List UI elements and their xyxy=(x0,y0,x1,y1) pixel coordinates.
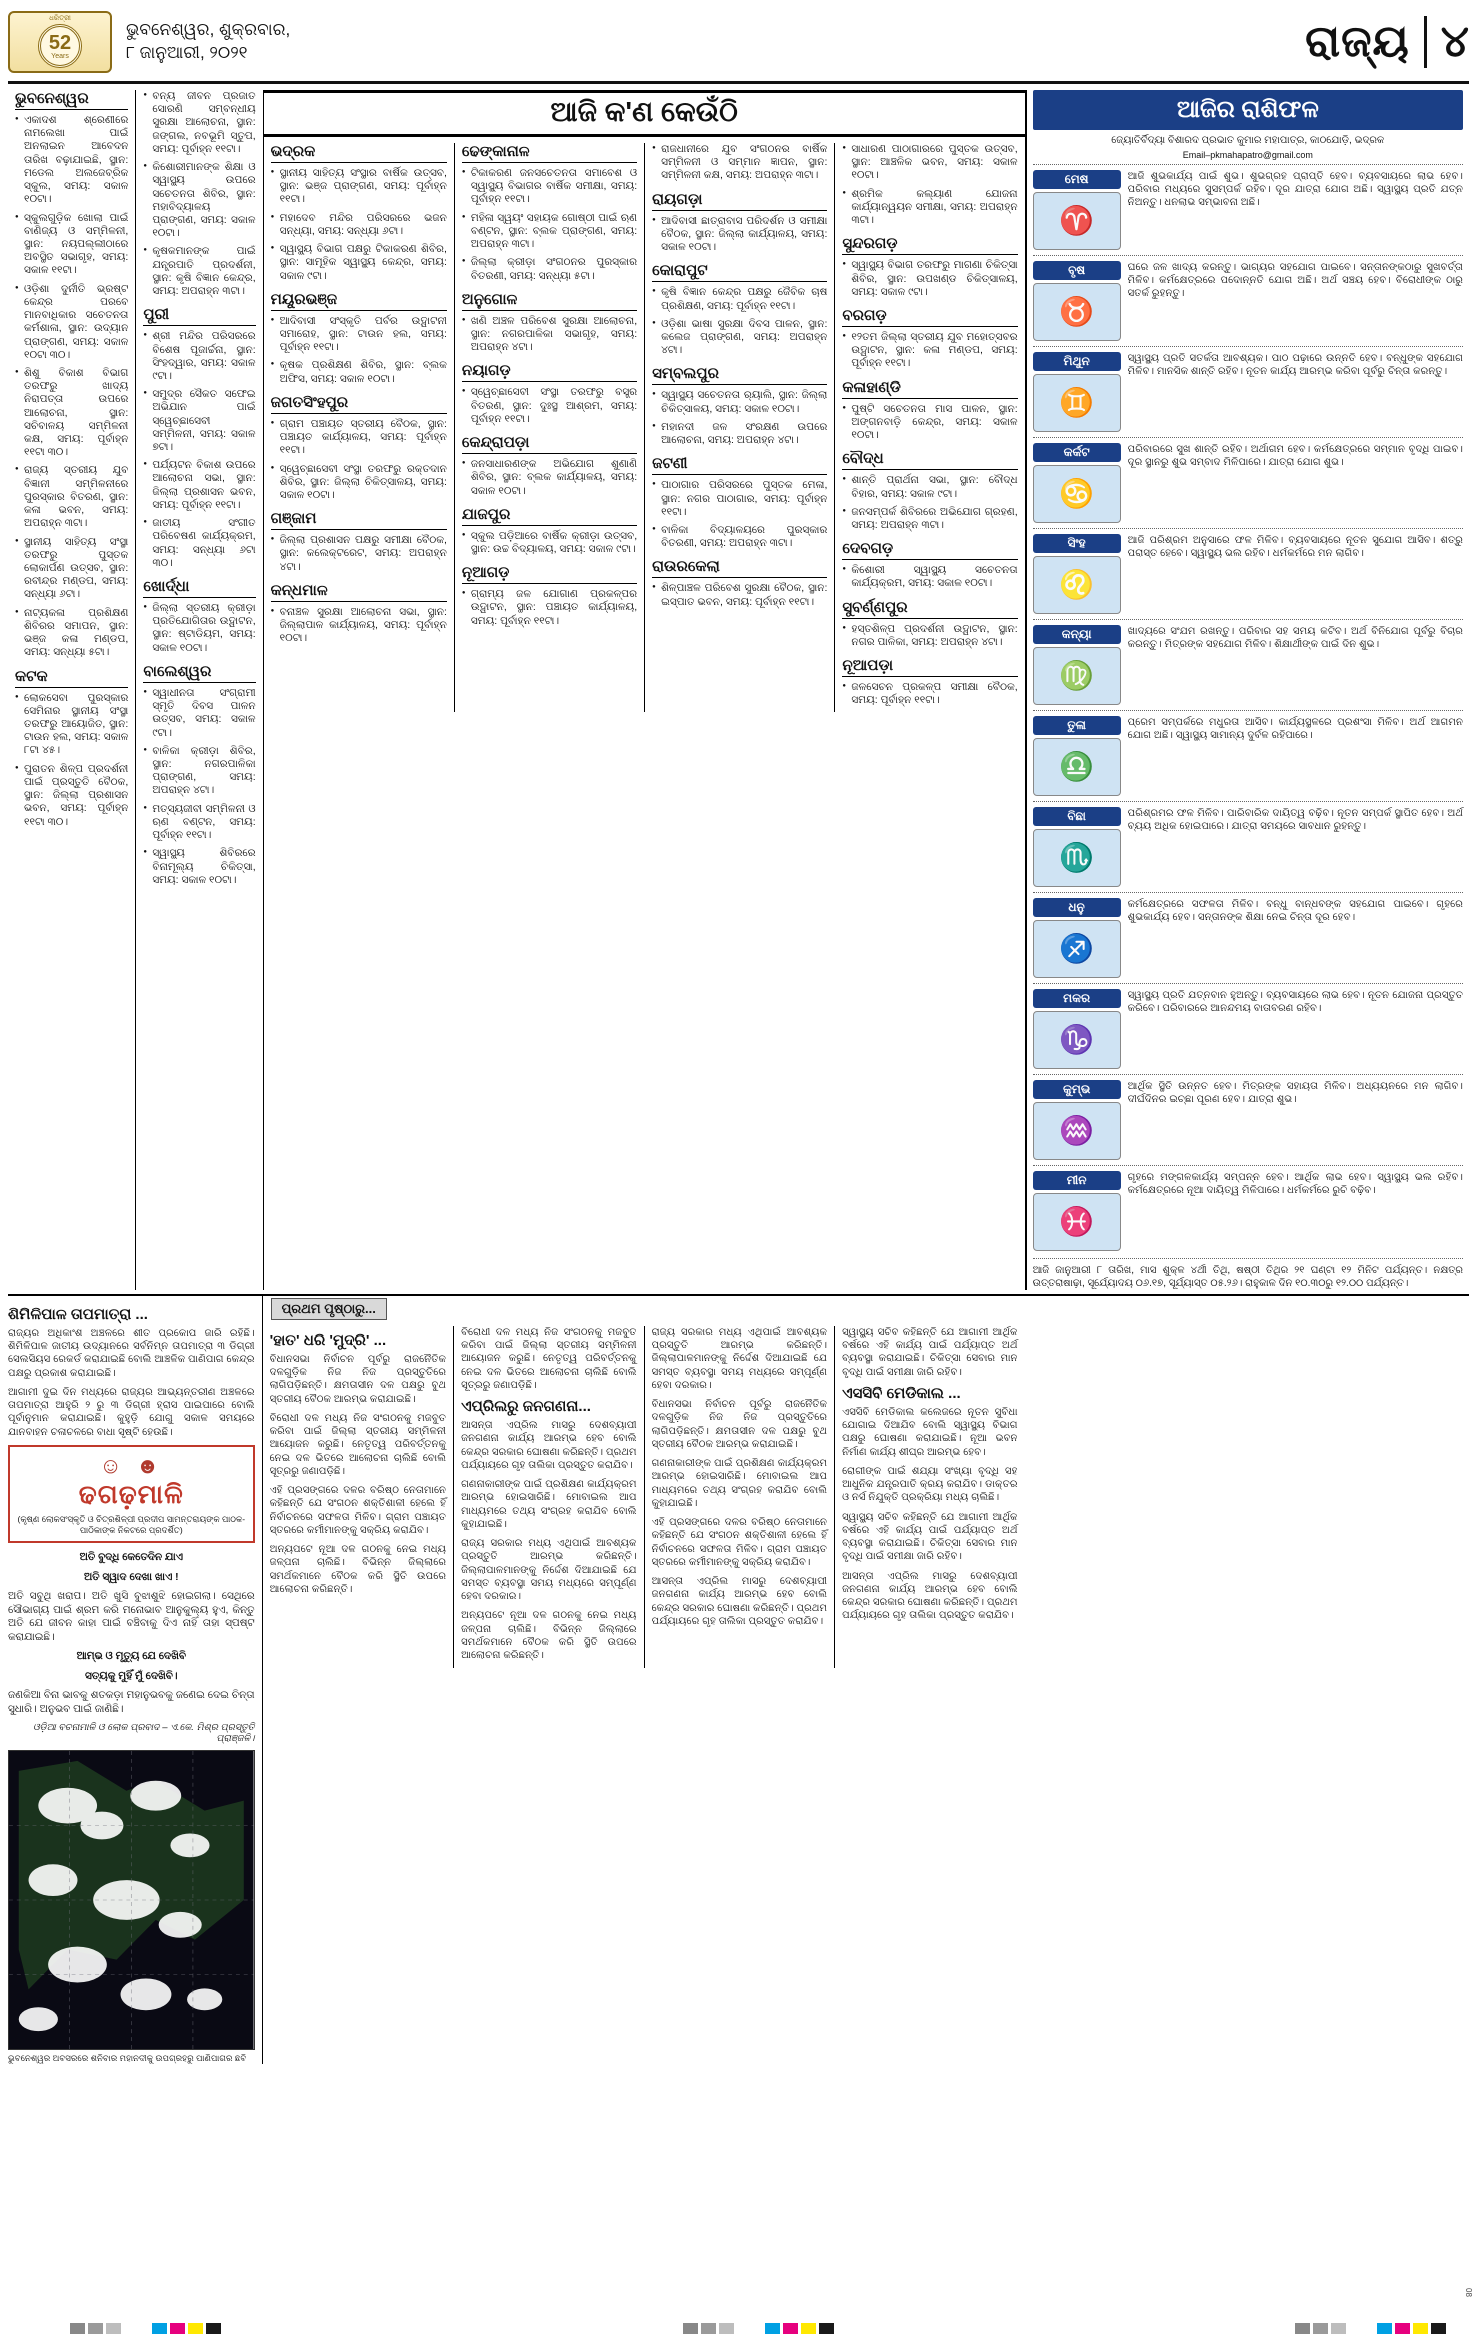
horoscope-sign-row xyxy=(1033,1165,1463,1256)
color-swatch xyxy=(1377,2323,1392,2334)
event-item: ● ସାଧାରଣ ପାଠାଗାରରେ ପୁସ୍ତକ ଉତ୍ସବ, ସ୍ଥାନ: ଆଞ୍ଚଳିକ ଭବନ, ସମୟ: ସକାଳ ୧୦ଟା। xyxy=(842,143,1017,183)
event-list xyxy=(462,458,637,498)
city-heading: ମୟୂରଭଞ୍ଜ xyxy=(271,291,447,311)
event-item: ● ଜନସାଧାରଣଙ୍କ ଅଭିଯୋଗ ଶୁଣାଣି ଶିବିର, ସ୍ଥାନ: ବ୍ଲକ କାର୍ଯ୍ୟାଳୟ, ସମୟ: ସକାଳ ୧୦ଟା। xyxy=(462,458,637,498)
city-heading: କେନ୍ଦ୍ରାପଡ଼ା xyxy=(462,434,637,454)
event-item: ● ପାଠାଗାର ପରିସରରେ ପୁସ୍ତକ ମେଳା, ସ୍ଥାନ: ନଗର ପାଠାଗାର, ସମୟ: ପୂର୍ବାହ୍ନ ୧୧ଟା। xyxy=(652,479,827,519)
article-paragraph: ବିରୋଧୀ ଦଳ ମଧ୍ୟ ନିଜ ସଂଗଠନକୁ ମଜବୁତ କରିବା ପାଇଁ ଜିଲ୍ଲା ସ୍ତରୀୟ ସମ୍ମିଳନୀ ଆୟୋଜନ କରୁଛି। ନେତୃତ୍ୱ ପରିବର୍ତ୍ତନକୁ ନେଇ ଦଳ ଭିତରେ ଆଲୋଚନା ଚାଲିଛି ବୋଲି ସୂତ୍ରରୁ ଜଣାପଡ଼ିଛି। xyxy=(461,1326,637,1391)
article-paragraph: ରୋଗୀଙ୍କ ପାଇଁ ଶଯ୍ୟା ସଂଖ୍ୟା ବୃଦ୍ଧି ସହ ଆଧୁନିକ ଯନ୍ତ୍ରପାତି କ୍ରୟ କରାଯିବ। ଡାକ୍ତର ଓ ନର୍ସ ନିଯୁକ୍ତି ପ୍ରକ୍ରିୟା ମଧ୍ୟ ଚାଲିଛି। xyxy=(842,1465,1018,1504)
event-item: ● ବନ୍ୟ ଜୀବନ ପ୍ରଜାତ ସୋରଣି ସମ୍ବନ୍ଧୀୟ ସୁରକ୍ଷା ଆଲୋଚନା, ସ୍ଥାନ: ଜଙ୍ଗଲ, ନବଭୂମି ସ୍ତୁପ, ସମୟ: ପୂର୍ବାହ୍ନ ୧୧ଟା। xyxy=(143,90,255,156)
aries-icon: ♈ xyxy=(1033,192,1121,250)
sign-name: ତୁଳା xyxy=(1033,716,1121,735)
event-item: ● କୃଷକ ପ୍ରଶିକ୍ଷଣ ଶିବିର, ସ୍ଥାନ: ବ୍ଲକ ଅଫିସ, ସମୟ: ସକାଳ ୧୦ଟା। xyxy=(271,359,447,385)
horoscope-byline: ଜ୍ୟୋତିର୍ବିଦ୍ୟା ବିଶାରଦ ପ୍ରଭାତ କୁମାର ମହାପାତ୍ର, କାଠଯୋଡ଼ି, ଭଦ୍ରକ xyxy=(1111,135,1385,146)
color-swatch xyxy=(106,2323,121,2334)
sign-prediction: ଘରେ ଜଳ ଖାଦ୍ୟ କରନ୍ତୁ। ଭାଗ୍ୟର ସହଯୋଗ ପାଇବେ। ସନ୍ତାନଙ୍କଠାରୁ ସୁଖବର୍ତ୍ତା ମିଳିବ। କର୍ମକ୍ଷେତ୍ରରେ ପଦୋନ୍ନତି ଯୋଗ ଅଛି। ଅର୍ଥ ସଞ୍ଚୟ ହେବ। ବିରୋଧୀଙ୍କ ଠାରୁ ସତର୍କ ରୁହନ୍ତୁ। xyxy=(1127,261,1463,299)
aaji-kana-keunthi-section xyxy=(263,90,1025,1290)
aaji-column-3 xyxy=(644,143,834,712)
sign-prediction: ଆଜି ଶୁଭକାର୍ଯ୍ୟ ପାଇଁ ଶୁଭ। ଶୁଭଗ୍ରହ ପ୍ରାପ୍ତି ହେବ। ବ୍ୟବସାୟରେ ଲାଭ ହେବ। ପରିବାର ମଧ୍ୟରେ ସୁସମ୍ପର୍କ ରହିବ। ଦୂର ଯାତ୍ରା ଯୋଗ ଅଛି। ସ୍ୱାସ୍ଥ୍ୟ ପ୍ରତି ଯତ୍ନ ନିଅନ୍ତୁ। ଧନଲାଭ ସମ୍ଭାବନା ଅଛି। xyxy=(1127,170,1463,208)
article-paragraph: ଆସନ୍ତା ଏପ୍ରିଲ ମାସରୁ ଦେଶବ୍ୟାପୀ ଜନଗଣନା କାର୍ଯ୍ୟ ଆରମ୍ଭ ହେବ ବୋଲି କେନ୍ଦ୍ର ସରକାର ଘୋଷଣା କରିଛନ୍ତି। ପ୍ରଥମ ପର୍ଯ୍ୟାୟରେ ଗୃହ ତାଲିକା ପ୍ରସ୍ତୁତ କରାଯିବ। xyxy=(651,1576,828,1627)
article-column-1 xyxy=(263,1326,454,1669)
proverb-line-2: ଅତି ସ୍ୱାଦ ଦେଖା ଖାଏ ! xyxy=(83,1571,179,1583)
section-title: ରାଜ୍ୟ xyxy=(1305,16,1410,66)
city-heading: ପୁରୀ xyxy=(143,306,255,326)
city-heading: ବୌଦ୍ଧ xyxy=(842,450,1017,470)
city-heading: କନ୍ଧମାଳ xyxy=(271,582,447,602)
event-item: ● ରାଜଧାନୀରେ ଯୁବ ସଂଗଠନର ବାର୍ଷିକ ସମ୍ମିଳନୀ ଓ ସମ୍ମାନ ଜ୍ଞାପନ, ସ୍ଥାନ: ସମ୍ମିଳନୀ କକ୍ଷ, ସମୟ: ଅପରାହ୍ନ ୩ଟା। xyxy=(652,143,827,183)
sign-prediction: କର୍ମକ୍ଷେତ୍ରରେ ସଫଳତା ମିଳିବ। ବନ୍ଧୁ ବାନ୍ଧବଙ୍କ ସହଯୋଗ ପାଇବେ। ଗୃହରେ ଶୁଭକାର୍ଯ୍ୟ ହେବ। ସନ୍ତାନଙ୍କ ଶିକ୍ଷା ନେଇ ଚିନ୍ତା ଦୂର ହେବ। xyxy=(1127,898,1463,923)
event-item: ● ସ୍ୱାସ୍ଥ୍ୟ ବିଭାଗ ତରଫରୁ ମାଗଣା ଚିକିତ୍ସା ଶିବିର, ସ୍ଥାନ: ଉପଖଣ୍ଡ ଚିକିତ୍ସାଳୟ, ସମୟ: ସକାଳ ୯ଟା। xyxy=(842,259,1017,299)
city-heading: ଢେଙ୍କାନାଳ xyxy=(462,143,637,163)
lower-section xyxy=(8,1294,1469,2064)
sign-name: କର୍କଟ xyxy=(1033,443,1121,462)
event-list xyxy=(271,606,447,646)
city-block xyxy=(15,90,128,660)
horoscope-sign-row xyxy=(1033,437,1463,528)
masthead-place-date xyxy=(126,19,290,65)
event-item: ● ୧୨ତମ ଜିଲ୍ଲା ସ୍ତରୀୟ ଯୁବ ମହୋତ୍ସବର ଉଦ୍ଘାଟନ, ସ୍ଥାନ: କଳା ମଣ୍ଡପ, ସମୟ: ପୂର୍ବାହ୍ନ ୧୧ଟା। xyxy=(842,331,1017,371)
city-heading: ରାୟଗଡ଼ା xyxy=(652,191,827,211)
horoscope-sign-row xyxy=(1033,346,1463,437)
event-item: ● ସ୍ୱାଧୀନତା ସଂଗ୍ରାମୀ ସ୍ମୃତି ଦିବସ ପାଳନ ଉତ୍ସବ, ସମୟ: ସକାଳ ୯ଟା। xyxy=(143,687,255,740)
sign-prediction: ଗୃହରେ ମଙ୍ଗଳକାର୍ଯ୍ୟ ସମ୍ପନ୍ନ ହେବ। ଆର୍ଥିକ ଲାଭ ହେବ। ସ୍ୱାସ୍ଥ୍ୟ ଭଲ ରହିବ। କର୍ମକ୍ଷେତ୍ରରେ ନୂଆ ଦାୟିତ୍ୱ ମିଳିପାରେ। ଧର୍ମକର୍ମରେ ରୁଚି ବଢ଼ିବ। xyxy=(1127,1171,1463,1196)
color-swatch xyxy=(765,2323,780,2334)
sign-name: ବିଛା xyxy=(1033,807,1121,826)
city-heading: ଗଞ୍ଜାମ xyxy=(271,510,447,530)
article-paragraph: ରାଜ୍ୟ ସରକାର ମଧ୍ୟ ଏଥିପାଇଁ ଆବଶ୍ୟକ ପ୍ରସ୍ତୁତି ଆରମ୍ଭ କରିଛନ୍ତି। ଜିଲ୍ଲାପାଳମାନଙ୍କୁ ନିର୍ଦ୍ଦେଶ ଦିଆଯାଇଛି ଯେ ସମସ୍ତ ବ୍ୟବସ୍ଥା ସମୟ ମଧ୍ୟରେ ସମ୍ପୂର୍ଣ୍ଣ ହେବା ଦରକାର। xyxy=(651,1326,828,1391)
masthead-divider xyxy=(1424,16,1427,68)
page-number: ୪ xyxy=(1440,16,1469,66)
sign-name: ମିଥୁନ xyxy=(1033,352,1121,371)
city-heading: ବାଲେଶ୍ୱର xyxy=(143,663,255,683)
article-paragraph: ଆସନ୍ତା ଏପ୍ରିଲ ମାସରୁ ଦେଶବ୍ୟାପୀ ଜନଗଣନା କାର୍ଯ୍ୟ ଆରମ୍ଭ ହେବ ବୋଲି କେନ୍ଦ୍ର ସରକାର ଘୋଷଣା କରିଛନ୍ତି। ପ୍ରଥମ ପର୍ଯ୍ୟାୟରେ ଗୃହ ତାଲିକା ପ୍ରସ୍ତୁତ କରାଯିବ। xyxy=(842,1570,1018,1622)
city-heading: ନୂଆପଡ଼ା xyxy=(842,657,1017,677)
sign-prediction: ସ୍ୱାସ୍ଥ୍ୟ ପ୍ରତି ସତର୍କତା ଆବଶ୍ୟକ। ପାଠ ପଢ଼ାରେ ଉନ୍ନତି ହେବ। ବନ୍ଧୁଙ୍କ ସହଯୋଗ ମିଳିବ। ମାନସିକ ଶାନ୍ତି ରହିବ। ନୂତନ କାର୍ଯ୍ୟ ଆରମ୍ଭ କରିବା ପୂର୍ବରୁ ଚିନ୍ତା କରନ୍ତୁ। xyxy=(1127,352,1463,377)
event-item: ● ଗ୍ରାମ ପଞ୍ଚାୟତ ସ୍ତରୀୟ ବୈଠକ, ସ୍ଥାନ: ପଞ୍ଚାୟତ କାର୍ଯ୍ୟାଳୟ, ସମୟ: ପୂର୍ବାହ୍ନ ୧୧ଟା। xyxy=(271,418,447,458)
event-item: ● ଶ୍ରମିକ କଲ୍ୟାଣ ଯୋଜନା କାର୍ଯ୍ୟାନ୍ୱୟନ ସମୀକ୍ଷା, ସମୟ: ଅପରାହ୍ନ ୩ଟା। xyxy=(842,188,1017,228)
satellite-weather-image xyxy=(8,1750,255,2050)
gemini-icon: ♊ xyxy=(1033,374,1121,432)
article-column-2 xyxy=(453,1326,644,1669)
event-list xyxy=(462,530,637,556)
city-heading: ରାଉରକେଲା xyxy=(652,558,827,578)
proverb-line-3: ଆମ୍ଭ ଓ ମୃତ୍ୟୁ ଯେ ଦେଖିବି xyxy=(76,1651,186,1663)
color-swatch xyxy=(188,2323,203,2334)
horoscope-sign-row xyxy=(1033,528,1463,619)
event-list xyxy=(842,681,1017,707)
color-swatch xyxy=(701,2323,716,2334)
sign-name: କନ୍ୟା xyxy=(1033,625,1121,644)
color-swatch xyxy=(170,2323,185,2334)
article-paragraph: ଗଣନାକାରୀଙ୍କ ପାଇଁ ପ୍ରଶିକ୍ଷଣ କାର୍ଯ୍ୟକ୍ରମ ଆରମ୍ଭ ହୋଇସାରିଛି। ମୋବାଇଲ ଆପ ମାଧ୍ୟମରେ ତଥ୍ୟ ସଂଗ୍ରହ କରାଯିବ ବୋଲି କୁହାଯାଇଛି। xyxy=(461,1479,637,1530)
logo-top-label: ଧରିତ୍ରୀ xyxy=(49,15,71,22)
city-heading: ସୁବର୍ଣ୍ଣପୁର xyxy=(842,599,1017,619)
sign-prediction: ଆର୍ଥିକ ସ୍ଥିତି ଉନ୍ନତ ହେବ। ମିତ୍ରଙ୍କ ସହାୟତା ମିଳିବ। ଅଧ୍ୟୟନରେ ମନ ଲାଗିବ। ଦୀର୍ଘଦିନର ଇଚ୍ଛା ପୂରଣ ହେବ। ଯାତ୍ରା ଶୁଭ। xyxy=(1127,1080,1463,1105)
event-item: ● ମତ୍ସ୍ୟଜୀବୀ ସମ୍ମିଳନୀ ଓ ଋଣ ବଣ୍ଟନ, ସମୟ: ପୂର୍ବାହ୍ନ ୧୧ଟା। xyxy=(143,803,255,843)
registration-color-bars xyxy=(0,2317,1477,2339)
sign-prediction: ପ୍ରେମ ସମ୍ପର୍କରେ ମଧୁରତା ଆସିବ। କାର୍ଯ୍ୟସ୍ଥଳରେ ପ୍ରଶଂସା ମିଳିବ। ଅର୍ଥ ଆଗମନ ଯୋଗ ଅଛି। ସ୍ୱାସ୍ଥ୍ୟ ସାମାନ୍ୟ ଦୁର୍ବଳ ରହିପାରେ। xyxy=(1127,716,1463,741)
proverb-line-4: ସତ୍ୟକୁ ମୁହିଁ ମୁଁ ଦେଖିବି। xyxy=(84,1670,178,1682)
event-list xyxy=(842,564,1017,590)
article-heading: ଏସସିବି ମେଡିକାଲ ... xyxy=(842,1384,961,1402)
event-item: ● କୃଷକମାନଙ୍କ ପାଇଁ ଯନ୍ତ୍ରପାତି ପ୍ରଦର୍ଶନୀ, ସ୍ଥାନ: କୃଷି ବିଜ୍ଞାନ କେନ୍ଦ୍ର, ସମୟ: ଅପରାହ୍ନ ୩ଟା। xyxy=(143,245,255,298)
proverb-explanation: ଅତି ସବୁଥି ଖରାପ। ଅତି ଖୁସି ବୁଝାଶୁଝି ହୋଇଗଲା। ସେଥିରେ ସୌଭାଗ୍ୟ ପାଇଁ ଶ୍ରମ କରି ମନୋଭାବ ଆନୁକୁଲ୍ୟ ହୁଏ, କିନ୍ତୁ ଅତି ଯେ ଜୀବନ କାହା ପାଇଁ ବଞ୍ଚିବାକୁ ଦିଏ ନାହିଁ ତାହା ସ୍ପଷ୍ଟ କରାଯାଇଛି। xyxy=(8,1591,255,1643)
article-paragraph: ଅନ୍ୟପଟେ ନୂଆ ଦଳ ଗଠନକୁ ନେଇ ମଧ୍ୟ ଜଳ୍ପନା ଚାଲିଛି। ବିଭିନ୍ନ ଜିଲ୍ଲାରେ ସମର୍ଥକମାନେ ବୈଠକ କରି ସ୍ଥିତି ଉପରେ ଆଲୋଚନା କରିଛନ୍ତି। xyxy=(269,1544,447,1595)
horoscope-sign-row xyxy=(1033,164,1463,255)
color-swatch xyxy=(719,2323,734,2334)
event-item: ● ସମୁଦ୍ର ସୈକତ ସଫେଇ ଅଭିଯାନ ପାଇଁ ସ୍ୱେଚ୍ଛାସେବୀ ସମ୍ମିଳନୀ, ସମୟ: ସକାଳ ୭ଟା। xyxy=(143,388,255,454)
horoscope-sign-row xyxy=(1033,983,1463,1074)
city-heading: ଜଟଣୀ xyxy=(652,455,827,475)
column-two xyxy=(135,90,262,1290)
sign-badge xyxy=(1033,170,1121,250)
masthead xyxy=(8,6,1469,84)
horoscope-sign-row xyxy=(1033,619,1463,710)
sign-badge xyxy=(1033,443,1121,523)
sign-badge xyxy=(1033,807,1121,887)
city-heading: କୋରାପୁଟ xyxy=(652,262,827,282)
sign-prediction: ଆଜି ପରିଶ୍ରମ ଅନୁସାରେ ଫଳ ମିଳିବ। ବ୍ୟବସାୟରେ ନୂତନ ସୁଯୋଗ ଆସିବ। ଶତ୍ରୁ ପରାସ୍ତ ହେବେ। ସ୍ୱାସ୍ଥ୍ୟ ଭଲ ରହିବ। ଧର୍ମକର୍ମରେ ମନ ଲାଗିବ। xyxy=(1127,534,1463,559)
scorpio-icon: ♏ xyxy=(1033,829,1121,887)
event-item: ● ଜିଲ୍ଲା କ୍ରୀଡ଼ା ସଂଗଠନର ପୁରସ୍କାର ବିତରଣୀ, ସମୟ: ସନ୍ଧ୍ୟା ୫ଟା। xyxy=(462,256,637,282)
libra-icon: ♎ xyxy=(1033,738,1121,796)
color-bar-group xyxy=(1377,2323,1449,2334)
event-list xyxy=(143,330,255,570)
event-item: ● ସ୍ୱେଚ୍ଛାସେବୀ ସଂସ୍ଥା ତରଫରୁ ରକ୍ତଦାନ ଶିବିର, ସ୍ଥାନ: ଜିଲ୍ଲା ଚିକିତ୍ସାଳୟ, ସମୟ: ସକାଳ ୧୦ଟା। xyxy=(271,463,447,503)
city-heading: ଭୁବନେଶ୍ୱର xyxy=(15,90,128,110)
city-heading: ଖୋର୍ଦ୍ଧା xyxy=(143,578,255,598)
color-swatch xyxy=(1331,2323,1346,2334)
article-paragraph: ଅନ୍ୟପଟେ ନୂଆ ଦଳ ଗଠନକୁ ନେଇ ମଧ୍ୟ ଜଳ୍ପନା ଚାଲିଛି। ବିଭିନ୍ନ ଜିଲ୍ଲାରେ ସମର୍ଥକମାନେ ବୈଠକ କରି ସ୍ଥିତି ଉପରେ ଆଲୋଚନା କରିଛନ୍ତି। xyxy=(461,1610,637,1662)
event-list xyxy=(15,692,128,829)
horoscope-sign-row xyxy=(1033,710,1463,801)
event-item: ● ସ୍କୁଲଗୁଡ଼ିକ ଖୋଲା ପାଇଁ ବାଣିଜ୍ୟ ଓ ସମ୍ମିଳନୀ, ସ୍ଥାନ: ନୟପଲ୍ଲୀଠାରେ ଅବସ୍ଥିତ ସଭାଗୃହ, ସମୟ: ସକାଳ ୧୧ଟା। xyxy=(15,212,128,278)
article-paragraph: ଆଗାମୀ ଦୁଇ ଦିନ ମଧ୍ୟରେ ରାଜ୍ୟର ଆଭ୍ୟନ୍ତରୀଣ ଅଞ୍ଚଳରେ ତାପମାତ୍ରା ଆହୁରି ୨ ରୁ ୩ ଡିଗ୍ରୀ ହ୍ରାସ ପାଇପାରେ ବୋଲି ପୂର୍ବାନୁମାନ କରାଯାଇଛି। କୁହୁଡ଼ି ଯୋଗୁ ସକାଳ ସମୟରେ ଯାନବାହନ ଚଳାଚଳରେ ବାଧା ସୃଷ୍ଟି ହେଉଛି। xyxy=(8,1386,255,1438)
sign-badge xyxy=(1033,534,1121,614)
aaji-column-1 xyxy=(264,143,454,712)
event-list xyxy=(842,143,1017,227)
event-item: ● ଜାତୀୟ ସଂଗୀତ ପରିବେଷଣ କାର୍ଯ୍ୟକ୍ରମ, ସମୟ: ସନ୍ଧ୍ୟା ୬ଟା ୩୦। xyxy=(143,517,255,570)
city-block xyxy=(143,663,255,887)
color-swatch xyxy=(783,2323,798,2334)
event-item: ● ସ୍ୱାସ୍ଥ୍ୟ ସଚେତନତା ର‌୍ୟାଲି, ସ୍ଥାନ: ଜିଲ୍ଲା ଚିକିତ୍ସାଳୟ, ସମୟ: ସକାଳ ୧୦ଟା। xyxy=(652,389,827,415)
aaji-column-4 xyxy=(834,143,1024,712)
sign-prediction: ପରିଶ୍ରମର ଫଳ ମିଳିବ। ପାରିବାରିକ ଦାୟିତ୍ୱ ବଢ଼ିବ। ନୂତନ ସମ୍ପର୍କ ସ୍ଥାପିତ ହେବ। ଅର୍ଥ ବ୍ୟୟ ଅଧିକ ହୋଇପାରେ। ଯାତ୍ରା ସମୟରେ ସାବଧାନ ରୁହନ୍ତୁ। xyxy=(1127,807,1463,832)
horoscope-sign-row xyxy=(1033,255,1463,346)
sign-name: ମକର xyxy=(1033,989,1121,1008)
leo-icon: ♌ xyxy=(1033,556,1121,614)
event-item: ● ସ୍ଥାନୀୟ ସାହିତ୍ୟ ସଂସ୍ଥା ତରଫରୁ ପୁସ୍ତକ ଲୋକାର୍ପଣ ଉତ୍ସବ, ସ୍ଥାନ: ରବୀନ୍ଦ୍ର ମଣ୍ଡପ, ସମୟ: ସନ୍ଧ୍ୟା ୬ଟା। xyxy=(15,536,128,602)
cancer-icon: ♋ xyxy=(1033,465,1121,523)
event-item: ● ହସ୍ତଶିଳ୍ପ ପ୍ରଦର୍ଶନୀ ଉଦ୍ଘାଟନ, ସ୍ଥାନ: ନଗର ପାଳିକା, ସମୟ: ଅପରାହ୍ନ ୪ଟା। xyxy=(842,623,1017,649)
article-column-3 xyxy=(644,1326,835,1669)
horoscope-section xyxy=(1025,90,1469,1290)
article-heading: 'ହାତ' ଧରି 'ମୁଦ୍ରି' ... xyxy=(269,1331,387,1349)
newspaper-logo xyxy=(8,11,112,73)
event-list xyxy=(462,167,637,283)
event-item: ● ବନାଞ୍ଚଳ ସୁରକ୍ଷା ଆଲୋଚନା ସଭା, ସ୍ଥାନ: ଜିଲ୍ଲାପାଳ କାର୍ଯ୍ୟାଳୟ, ସମୟ: ପୂର୍ବାହ୍ନ ୧୦ଟା। xyxy=(271,606,447,646)
event-list xyxy=(462,588,637,628)
lower-left-column xyxy=(8,1296,263,2064)
color-swatch xyxy=(1413,2323,1428,2334)
color-swatch xyxy=(88,2323,103,2334)
event-item: ● ଜଳସେଚନ ପ୍ରକଳ୍ପ ସମୀକ୍ଷା ବୈଠକ, ସମୟ: ପୂର୍ବାହ୍ନ ୧୧ଟା। xyxy=(842,681,1017,707)
city-block xyxy=(15,668,128,829)
city-heading: ଦେବଗଡ଼ xyxy=(842,540,1017,560)
sign-name: ମୀନ xyxy=(1033,1171,1121,1190)
article-paragraph: ବିଧାନସଭା ନିର୍ବାଚନ ପୂର୍ବରୁ ରାଜନୈତିକ ଦଳଗୁଡ଼ିକ ନିଜ ନିଜ ପ୍ରସ୍ତୁତିରେ ଲାଗିପଡ଼ିଛନ୍ତି। କ୍ଷମତାସୀନ ଦଳ ପକ୍ଷରୁ ବୁଥ ସ୍ତରୀୟ ବୈଠକ ଆରମ୍ଭ କରାଯାଇଛି। xyxy=(651,1399,828,1450)
sign-badge xyxy=(1033,1171,1121,1251)
article-paragraph: ସ୍ୱାସ୍ଥ୍ୟ ସଚିବ କହିଛନ୍ତି ଯେ ଆଗାମୀ ଆର୍ଥିକ ବର୍ଷରେ ଏହି କାର୍ଯ୍ୟ ପାଇଁ ପର୍ଯ୍ୟାପ୍ତ ଅର୍ଥ ବ୍ୟବସ୍ଥା କରାଯାଇଛି। ଚିକିତ୍ସା ସେବାର ମାନ ବୃଦ୍ଧି ପାଇଁ ସମୀକ୍ଷା ଜାରି ରହିବ। xyxy=(842,1326,1018,1378)
event-item: ● ଟିକାକରଣ ଜନସଚେତନତା ସମାବେଶ ଓ ସ୍ୱାସ୍ଥ୍ୟ ବିଭାଗର ବାର୍ଷିକ ସମୀକ୍ଷା, ସମୟ: ପୂର୍ବାହ୍ନ ୧୧ଟା। xyxy=(462,167,637,207)
event-list xyxy=(842,331,1017,371)
color-swatch xyxy=(206,2323,221,2334)
aquarius-icon: ♒ xyxy=(1033,1102,1121,1160)
event-item: ● ମହାଦେବ ମନ୍ଦିର ପରିସରରେ ଭଜନ ସନ୍ଧ୍ୟା, ସମୟ: ସନ୍ଧ୍ୟା ୬ଟା। xyxy=(271,212,447,238)
city-heading: ଯାଜପୁର xyxy=(462,506,637,526)
city-heading: ନୂଆଗଡ଼ xyxy=(462,564,637,584)
color-swatch xyxy=(70,2323,85,2334)
masthead-city: ଭୁବନେଶ୍ୱର, ଶୁକ୍ରବାର, xyxy=(126,19,291,39)
horoscope-footer: ଆଜି ଜାନୁଆରୀ ୮ ତାରିଖ, ମାସ ଶୁକ୍ଳ ୪ର୍ଥୀ ତିଥି, ଷଷ୍ଠୀ ତିଥିର ୨୧ ଘଣ୍ଟା ୧୨ ମିନିଟ ପର୍ଯ୍ୟନ୍ତ। ନକ୍ଷତ୍ର ଉତ୍ତରାଷାଢ଼ା, ସୂର୍ଯ୍ୟୋଦୟ ୦୬.୧୭, ସୂର୍ଯ୍ୟାସ୍ତ ୦୫.୨୬। ରାହୁକାଳ ଦିନ ୧୦.୩୦ରୁ ୧୨.୦୦ ପର୍ଯ୍ୟନ୍ତ। xyxy=(1033,1258,1463,1290)
event-item: ● ଶିଶୁ ବିକାଶ ବିଭାଗ ତରଫରୁ ଖାଦ୍ୟ ନିରାପତ୍ତା ଉପରେ ଆଲୋଚନା, ସ୍ଥାନ: ସଚିବାଳୟ ସମ୍ମିଳନୀ କକ୍ଷ, ସମୟ: ପୂର୍ବାହ୍ନ ୧୧ଟା ୩୦। xyxy=(15,367,128,460)
cartoon-subtitle: (କୃଷ୍ଣ ଲୋକସଂସ୍କୃତି ଓ ଚିତ୍ରଶିଳ୍ପୀ ପ୍ରଦୀପ ସାମନ୍ତରାୟଙ୍କ ପାଠକ-ପାଠିକାଙ୍କ ନିକଟରେ ପ୍ରଦର୍ଶିତ) xyxy=(17,1513,246,1535)
event-item: ● ଶାନ୍ତି ପ୍ରାର୍ଥନା ସଭା, ସ୍ଥାନ: ବୌଦ୍ଧ ବିହାର, ସମୟ: ସକାଳ ୯ଟା। xyxy=(842,474,1017,500)
horoscope-title: ଆଜିର ରାଶିଫଳ xyxy=(1033,90,1463,130)
event-item: ● ବାଳିକା ବିଦ୍ୟାଳୟରେ ପୁରସ୍କାର ବିତରଣୀ, ସମୟ: ଅପରାହ୍ନ ୩ଟା। xyxy=(652,524,827,550)
sign-name: ସିଂହ xyxy=(1033,534,1121,553)
column-one xyxy=(8,90,135,1290)
event-item: ● ମହିଳା ସ୍ୱୟଂ ସହାୟକ ଗୋଷ୍ଠୀ ପାଇଁ ଋଣ ବଣ୍ଟନ, ସ୍ଥାନ: ବ୍ଲକ ପ୍ରାଙ୍ଗଣ, ସମୟ: ଅପରାହ୍ନ ୩ଟା। xyxy=(462,212,637,252)
color-bar-group xyxy=(765,2323,837,2334)
color-bar-group xyxy=(70,2323,124,2334)
event-item: ● ସ୍ଥାନୀୟ ସାହିତ୍ୟ ସଂସ୍ଥାର ବାର୍ଷିକ ଉତ୍ସବ, ସ୍ଥାନ: ଭଞ୍ଜ ପ୍ରାଙ୍ଗଣ, ସମୟ: ପୂର୍ବାହ୍ନ ୧୧ଟା। xyxy=(271,167,447,207)
event-item: ● କିଶୋରୀମାନଙ୍କ ଶିକ୍ଷା ଓ ସ୍ୱାସ୍ଥ୍ୟ ଉପରେ ସଚେତନତା ଶିବିର, ସ୍ଥାନ: ମହାବିଦ୍ୟାଳୟ ପ୍ରାଙ୍ଗଣ, ସମୟ: ସକାଳ ୧୦ଟା। xyxy=(143,161,255,240)
article-paragraph: ଏହି ପ୍ରସଙ୍ଗରେ ଦଳର ବରିଷ୍ଠ ନେତାମାନେ କହିଛନ୍ତି ଯେ ସଂଗଠନ ଶକ୍ତିଶାଳୀ ହେଲେ ହିଁ ନିର୍ବାଚନରେ ସଫଳତା ମିଳିବ। ଗ୍ରାମ ପଞ୍ଚାୟତ ସ୍ତରରେ କର୍ମୀମାନଙ୍କୁ ସକ୍ରିୟ କରାଯିବ। xyxy=(269,1485,447,1536)
city-heading: ନୟାଗଡ଼ xyxy=(462,362,637,382)
color-swatch xyxy=(801,2323,816,2334)
sign-badge xyxy=(1033,625,1121,705)
event-list xyxy=(842,403,1017,443)
horoscope-sign-row xyxy=(1033,801,1463,892)
event-list xyxy=(842,259,1017,299)
event-item: ● ସ୍ୱେଚ୍ଛାସେବୀ ସଂସ୍ଥା ତରଫରୁ ବସ୍ତ୍ର ବିତରଣ, ସ୍ଥାନ: ଦୁଃସ୍ଥ ଆଶ୍ରମ, ସମୟ: ପୂର୍ବାହ୍ନ ୧୧ଟା। xyxy=(462,386,637,426)
city-heading: ବରଗଡ଼ xyxy=(842,307,1017,327)
event-item: ● ମହାନଦୀ ଜଳ ସଂରକ୍ଷଣ ଉପରେ ଆଲୋଚନା, ସମୟ: ଅପରାହ୍ନ ୪ଟା। xyxy=(652,421,827,447)
color-swatch xyxy=(152,2323,167,2334)
event-list xyxy=(462,386,637,426)
proverb-footnote: ଜଣକିଆ ବିନା ଭାବକୁ ଶତକଡ଼ା ମହାନୁଭବକୁ ଜଣେଇ ଦେଇ ଚିନ୍ତା ସୁଧାରି। ଅନୁଭବ ପାଇଁ ଜାଣିଛି। xyxy=(8,1690,255,1715)
event-list xyxy=(143,90,255,298)
proverb-credit: ଓଡ଼ିଆ ବଚନାମାଳି ଓ ଲୋକ ପ୍ରବାଦ – ଏ.କେ. ମିଶ୍ର ପ୍ରସ୍ତୁତି ପ୍ରାଞ୍ଜଳି। xyxy=(32,1722,255,1745)
aaji-column-2 xyxy=(454,143,644,712)
city-heading: କଟକ xyxy=(15,668,128,688)
event-item: ● ଲୋକସେବା ପୁରସ୍କାର ସେମିନାର ସ୍ଥାନୀୟ ସଂସ୍ଥା ତରଫରୁ ଆୟୋଜିତ, ସ୍ଥାନ: ଟାଉନ ହଲ, ସମୟ: ସକାଳ ୮ଟା ୪୫। xyxy=(15,692,128,758)
article-paragraph: ରାଜ୍ୟର ଅଧିକାଂଶ ଅଞ୍ଚଳରେ ଶୀତ ପ୍ରକୋପ ଜାରି ରହିଛି। ଶିମିଳିପାଳ ଜାତୀୟ ଉଦ୍ୟାନରେ ସର୍ବନିମ୍ନ ତାପମାତ୍ରା ୩ ଡିଗ୍ରୀ ସେଲସିୟସ ରେକର୍ଡ କରାଯାଇଛି ବୋଲି ଆଞ୍ଚଳିକ ପାଣିପାଗ କେନ୍ଦ୍ର ପକ୍ଷରୁ ପ୍ରକାଶ କରାଯାଇଛି। xyxy=(8,1327,255,1379)
horoscope-email[interactable]: Email–pkmahapatro@gmail.com xyxy=(1182,149,1313,160)
lower-article-columns xyxy=(263,1326,1025,1669)
color-swatch xyxy=(683,2323,698,2334)
sign-prediction: ପରିବାରରେ ସୁଖ ଶାନ୍ତି ରହିବ। ଅର୍ଥାଗମ ହେବ। କର୍ମକ୍ଷେତ୍ରରେ ସମ୍ମାନ ବୃଦ୍ଧି ପାଇବ। ଦୂର ସ୍ଥାନରୁ ଶୁଭ ସମ୍ବାଦ ମିଳିପାରେ। ଯାତ୍ରା ଯୋଗ ଶୁଭ। xyxy=(1127,443,1463,468)
cartoon-faces-icon: ☺ ☻ xyxy=(99,1452,164,1478)
event-list xyxy=(143,602,255,655)
cartoon-title: ଢଗଢ଼ମାଳି xyxy=(78,1478,184,1509)
proverb-line-1: ଅତି ବୁଦ୍ଧି କେତେଦିନ ଯାଏ xyxy=(79,1552,183,1564)
city-block xyxy=(143,578,255,655)
article-paragraph: ଏସସିବି ମେଡିକାଲ କଲେଜରେ ନୂତନ ସୁବିଧା ଯୋଗାଇ ଦିଆଯିବ ବୋଲି ସ୍ୱାସ୍ଥ୍ୟ ବିଭାଗ ପକ୍ଷରୁ ଘୋଷଣା କରାଯାଇଛି। ନୂଆ ଭବନ ନିର୍ମାଣ କାର୍ଯ୍ୟ ଶୀଘ୍ର ଆରମ୍ଭ ହେବ। xyxy=(842,1406,1018,1458)
event-item: ● ବାଳିକା କ୍ରୀଡ଼ା ଶିବିର, ସ୍ଥାନ: ନଗରପାଳିକା ପ୍ରାଙ୍ଗଣ, ସମୟ: ଅପରାହ୍ନ ୪ଟା। xyxy=(143,745,255,798)
virgo-icon: ♍ xyxy=(1033,647,1121,705)
sign-prediction: ଖାଦ୍ୟରେ ସଂଯମ ରଖନ୍ତୁ। ପରିବାର ସହ ସମୟ କଟିବ। ଅର୍ଥ ବିନିଯୋଗ ପୂର୍ବରୁ ବିଚାର କରନ୍ତୁ। ମିତ୍ରଙ୍କ ସହଯୋଗ ମିଳିବ। ଶିକ୍ଷାର୍ଥୀଙ୍କ ପାଇଁ ଦିନ ଶୁଭ। xyxy=(1127,625,1463,650)
event-list xyxy=(652,143,827,183)
sign-name: ମେଷ xyxy=(1033,170,1121,189)
aaji-heading: ଆଜି କ'ଣ କେଉଁଠି xyxy=(264,90,1025,137)
event-item: ● ନାଟ୍ୟକଳା ପ୍ରଶିକ୍ଷଣ ଶିବିରର ସମାପନ, ସ୍ଥାନ: ଭଞ୍ଜ କଳା ମଣ୍ଡପ, ସମୟ: ସନ୍ଧ୍ୟା ୫ଟା। xyxy=(15,607,128,660)
event-item: ● ଜିଲ୍ଲା ସ୍ତରୀୟ କ୍ରୀଡ଼ା ପ୍ରତିଯୋଗିତାର ଉଦ୍ଘାଟନ, ସ୍ଥାନ: ଷ୍ଟାଡିୟମ, ସମୟ: ସକାଳ ୧୦ଟା। xyxy=(143,602,255,655)
event-list xyxy=(652,389,827,447)
city-block xyxy=(143,306,255,570)
city-heading: ଜଗତସିଂହପୁର xyxy=(271,394,447,414)
event-list xyxy=(652,582,827,608)
masthead-date: ୮ ଜାନୁଆରୀ, ୨୦୨୧ xyxy=(126,42,248,62)
color-swatch xyxy=(819,2323,834,2334)
horoscope-sign-row xyxy=(1033,892,1463,983)
aaji-columns xyxy=(264,143,1025,712)
horoscope-sign-row xyxy=(1033,1074,1463,1165)
lower-middle-column xyxy=(263,1296,1025,2064)
sign-badge xyxy=(1033,352,1121,432)
event-list xyxy=(15,114,128,660)
color-bar-group xyxy=(1295,2323,1349,2334)
logo-year-number: 52 xyxy=(48,31,72,54)
event-item: ● ସ୍ୱାସ୍ଥ୍ୟ ଶିବିରରେ ବିନାମୂଲ୍ୟ ଚିକିତ୍ସା, ସମୟ: ସକାଳ ୧୦ଟା। xyxy=(143,847,255,887)
event-item: ● କୃଷି ବିଜ୍ଞାନ କେନ୍ଦ୍ର ପକ୍ଷରୁ ଜୈବିକ ଚାଷ ପ୍ରଶିକ୍ଷଣ, ସମୟ: ପୂର୍ବାହ୍ନ ୧୧ଟା। xyxy=(652,286,827,312)
sign-prediction: ସ୍ୱାସ୍ଥ୍ୟ ପ୍ରତି ଯତ୍ନବାନ ହୁଅନ୍ତୁ। ବ୍ୟବସାୟରେ ଲାଭ ହେବ। ନୂତନ ଯୋଜନା ପ୍ରସ୍ତୁତ କରିବେ। ପରିବାରରେ ଆନନ୍ଦମୟ ବାତାବରଣ ରହିବ। xyxy=(1127,989,1463,1014)
article-heading: ଏପ୍ରିଲରୁ ଜନଗଣନା... xyxy=(461,1398,591,1416)
capricorn-icon: ♑ xyxy=(1033,1011,1121,1069)
color-swatch xyxy=(1431,2323,1446,2334)
article-paragraph: ଏହି ପ୍ରସଙ୍ଗରେ ଦଳର ବରିଷ୍ଠ ନେତାମାନେ କହିଛନ୍ତି ଯେ ସଂଗଠନ ଶକ୍ତିଶାଳୀ ହେଲେ ହିଁ ନିର୍ବାଚନରେ ସଫଳତା ମିଳିବ। ଗ୍ରାମ ପଞ୍ଚାୟତ ସ୍ତରରେ କର୍ମୀମାନଙ୍କୁ ସକ୍ରିୟ କରାଯିବ। xyxy=(651,1517,828,1568)
article-heading: ଶିମିଳିପାଳ ତାପମାତ୍ରା ... xyxy=(8,1305,148,1323)
event-item: ● ଜନସମ୍ପର୍କ ଶିବିରରେ ଅଭିଯୋଗ ଗ୍ରହଣ, ସମୟ: ଅପରାହ୍ନ ୩ଟା। xyxy=(842,506,1017,532)
city-heading: ସୁନ୍ଦରଗଡ଼ xyxy=(842,235,1017,255)
article-paragraph: ଗଣନାକାରୀଙ୍କ ପାଇଁ ପ୍ରଶିକ୍ଷଣ କାର୍ଯ୍ୟକ୍ରମ ଆରମ୍ଭ ହୋଇସାରିଛି। ମୋବାଇଲ ଆପ ମାଧ୍ୟମରେ ତଥ୍ୟ ସଂଗ୍ରହ କରାଯିବ ବୋଲି କୁହାଯାଇଛି। xyxy=(651,1458,828,1509)
pisces-icon: ♓ xyxy=(1033,1193,1121,1251)
dhaga-dhamali-box xyxy=(8,1445,255,1543)
lower-right-spacer xyxy=(1025,1296,1469,2064)
masthead-section-block xyxy=(1305,16,1469,68)
event-item: ● ଏକାଦଶ ଶ୍ରେଣୀରେ ନାମଲେଖା ପାଇଁ ଅନଲାଇନ ଆବେଦନ ତାରିଖ ବଢ଼ାଯାଇଛି, ସ୍ଥାନ: ମଡେଲ ଅଲଜେବ୍ରିକ ସ୍କୁଲ, ସମୟ: ସକାଳ ୧୦ଟା। xyxy=(15,114,128,207)
city-heading: ଅନୁଗୋଳ xyxy=(462,291,637,311)
event-item: ● ଆଦିବାସୀ ସଂସ୍କୃତି ପର୍ବର ଉଦ୍ଘାଟନୀ ସମାରୋହ, ସ୍ଥାନ: ଟାଉନ ହଲ, ସମୟ: ପୂର୍ବାହ୍ନ ୧୧ଟା। xyxy=(271,315,447,355)
city-heading: କଳାହାଣ୍ଡି xyxy=(842,379,1017,399)
event-list xyxy=(143,687,255,887)
article-paragraph: ସ୍ୱାସ୍ଥ୍ୟ ସଚିବ କହିଛନ୍ତି ଯେ ଆଗାମୀ ଆର୍ଥିକ ବର୍ଷରେ ଏହି କାର୍ଯ୍ୟ ପାଇଁ ପର୍ଯ୍ୟାପ୍ତ ଅର୍ଥ ବ୍ୟବସ୍ଥା କରାଯାଇଛି। ଚିକିତ୍ସା ସେବାର ମାନ ବୃଦ୍ଧି ପାଇଁ ସମୀକ୍ଷା ଜାରି ରହିବ। xyxy=(842,1511,1018,1563)
article-paragraph: ବିଧାନସଭା ନିର୍ବାଚନ ପୂର୍ବରୁ ରାଜନୈତିକ ଦଳଗୁଡ଼ିକ ନିଜ ନିଜ ପ୍ରସ୍ତୁତିରେ ଲାଗିପଡ଼ିଛନ୍ତି। କ୍ଷମତାସୀନ ଦଳ ପକ୍ଷରୁ ବୁଥ ସ୍ତରୀୟ ବୈଠକ ଆରମ୍ଭ କରାଯାଇଛି। xyxy=(269,1353,447,1405)
event-item: ● ପୁଷ୍ଟି ସଚେତନତା ମାସ ପାଳନ, ସ୍ଥାନ: ଅଙ୍ଗନବାଡ଼ି କେନ୍ଦ୍ର, ସମୟ: ସକାଳ ୧୦ଟା। xyxy=(842,403,1017,443)
sign-badge xyxy=(1033,716,1121,796)
article-column-4 xyxy=(834,1326,1025,1669)
taurus-icon: ♉ xyxy=(1033,283,1121,341)
event-item: ● ଜିଲ୍ଲା ପ୍ରଶାସନ ପକ୍ଷରୁ ସମୀକ୍ଷା ବୈଠକ, ସ୍ଥାନ: କଲେକ୍ଟରେଟ, ସମୟ: ଅପରାହ୍ନ ୪ଟା। xyxy=(271,534,447,574)
event-item: ● ଓଡ଼ିଶା ଦୁର୍ନୀତି ଭ୍ରଷ୍ଟ କେନ୍ଦ୍ର ପରବେ ମାନବାଧିକାର ସଚେତନତା କର୍ମଶାଳା, ସ୍ଥାନ: ଉଦ୍ୟାନ ପ୍ରାଙ୍ଗଣ, ସମୟ: ସକାଳ ୧୦ଟା ୩୦। xyxy=(15,283,128,362)
sign-name: ଧନୁ xyxy=(1033,898,1121,917)
color-bar-group xyxy=(152,2323,224,2334)
satellite-image-caption: ଭୁବନେଶ୍ୱର ଅବସରରେ ଶନିବାର ମହାନଦୀକୁ ଉପଗ୍ରହରୁ ପାଣିପାଗର ଛବି xyxy=(8,2053,247,2064)
event-item: ● ରାଜ୍ୟ ସ୍ତରୀୟ ଯୁବ ବିଜ୍ଞାନୀ ସମ୍ମିଳନୀରେ ପୁରସ୍କାର ବିତରଣ, ସ୍ଥାନ: କଳା ଭବନ, ସମୟ: ଅପରାହ୍ନ ୩ଟା। xyxy=(15,464,128,530)
event-item: ● ପର୍ଯ୍ୟଟନ ବିକାଶ ଉପରେ ଆଲୋଚନା ସଭା, ସ୍ଥାନ: ଜିଲ୍ଲା ପ୍ରଶାସନ ଭବନ, ସମୟ: ପୂର୍ବାହ୍ନ ୧୧ଟା। xyxy=(143,459,255,512)
sign-name: କୁମ୍ଭ xyxy=(1033,1080,1121,1099)
event-item: ● ସ୍ୱାସ୍ଥ୍ୟ ବିଭାଗ ପକ୍ଷରୁ ଟିକାକରଣ ଶିବିର, ସ୍ଥାନ: ସାମୂହିକ ସ୍ୱାସ୍ଥ୍ୟ କେନ୍ଦ୍ର, ସମୟ: ସକାଳ ୯ଟା। xyxy=(271,243,447,283)
event-item: ● କିଶୋରୀ ସ୍ୱାସ୍ଥ୍ୟ ସଚେତନତା କାର୍ଯ୍ୟକ୍ରମ, ସମୟ: ସକାଳ ୧୦ଟା। xyxy=(842,564,1017,590)
city-heading: ଭଦ୍ରକ xyxy=(271,143,447,163)
event-item: ● ଗ୍ରାମ୍ୟ ଜଳ ଯୋଗାଣ ପ୍ରକଳ୍ପର ଉଦ୍ଘାଟନ, ସ୍ଥାନ: ପଞ୍ଚାୟତ କାର୍ଯ୍ୟାଳୟ, ସମୟ: ପୂର୍ବାହ୍ନ ୧୧ଟା। xyxy=(462,588,637,628)
main-grid xyxy=(8,90,1469,1290)
event-list xyxy=(652,286,827,357)
event-item: ● ପୁରାତନ ଶିଳ୍ପ ପ୍ରଦର୍ଶନୀ ପାଇଁ ପ୍ରସ୍ତୁତି ବୈଠକ, ସ୍ଥାନ: ଜିଲ୍ଲା ପ୍ରଶାସନ ଭବନ, ସମୟ: ପୂର୍ବାହ୍ନ ୧୧ଟା ୩୦। xyxy=(15,763,128,829)
event-item: ● ଆଦିବାସୀ ଛାତ୍ରାବାସ ପରିଦର୍ଶନ ଓ ସମୀକ୍ଷା ବୈଠକ, ସ୍ଥାନ: ଜିଲ୍ଲା କାର୍ଯ୍ୟାଳୟ, ସମୟ: ସକାଳ ୧୦ଟା। xyxy=(652,215,827,255)
logo-anniversary-ring xyxy=(38,24,82,68)
article-paragraph: ରାଜ୍ୟ ସରକାର ମଧ୍ୟ ଏଥିପାଇଁ ଆବଶ୍ୟକ ପ୍ରସ୍ତୁତି ଆରମ୍ଭ କରିଛନ୍ତି। ଜିଲ୍ଲାପାଳମାନଙ୍କୁ ନିର୍ଦ୍ଦେଶ ଦିଆଯାଇଛି ଯେ ସମସ୍ତ ବ୍ୟବସ୍ଥା ସମୟ ମଧ୍ୟରେ ସମ୍ପୂର୍ଣ୍ଣ ହେବା ଦରକାର। xyxy=(461,1538,637,1603)
sign-badge xyxy=(1033,1080,1121,1160)
color-swatch xyxy=(1313,2323,1328,2334)
event-list xyxy=(271,534,447,574)
event-item: ● ଖଣି ଅଞ୍ଚଳ ପରିବେଶ ସୁରକ୍ଷା ଆଲୋଚନା, ସ୍ଥାନ: ନଗରପାଳିକା ସଭାଗୃହ, ସମୟ: ଅପରାହ୍ନ ୪ଟା। xyxy=(462,315,637,355)
color-swatch xyxy=(1395,2323,1410,2334)
color-bar-group xyxy=(683,2323,737,2334)
event-item: ● ଶ୍ରୀ ମନ୍ଦିର ପରିସରରେ ବିଶେଷ ପୂଜାର୍ଚ୍ଚନା, ସ୍ଥାନ: ସିଂହଦ୍ୱାର, ସମୟ: ସକାଳ ୯ଟା। xyxy=(143,330,255,383)
color-swatch xyxy=(1295,2323,1310,2334)
event-list xyxy=(271,418,447,502)
article-paragraph: ଆସନ୍ତା ଏପ୍ରିଲ ମାସରୁ ଦେଶବ୍ୟାପୀ ଜନଗଣନା କାର୍ଯ୍ୟ ଆରମ୍ଭ ହେବ ବୋଲି କେନ୍ଦ୍ର ସରକାର ଘୋଷଣା କରିଛନ୍ତି। ପ୍ରଥମ ପର୍ଯ୍ୟାୟରେ ଗୃହ ତାଲିକା ପ୍ରସ୍ତୁତ କରାଯିବ। xyxy=(461,1420,637,1471)
event-list xyxy=(271,167,447,283)
city-heading: ସମ୍ବଲପୁର xyxy=(652,365,827,385)
event-list xyxy=(652,215,827,255)
sign-badge xyxy=(1033,989,1121,1069)
sign-name: ବୃଷ xyxy=(1033,261,1121,280)
event-list xyxy=(462,315,637,355)
sagittarius-icon: ♐ xyxy=(1033,920,1121,978)
event-list xyxy=(271,315,447,386)
continuation-tag: ପ୍ରଥମ ପୃଷ୍ଠାରୁ... xyxy=(271,1298,387,1320)
event-list xyxy=(842,474,1017,532)
event-list xyxy=(842,623,1017,649)
article-paragraph: ବିରୋଧୀ ଦଳ ମଧ୍ୟ ନିଜ ସଂଗଠନକୁ ମଜବୁତ କରିବା ପାଇଁ ଜିଲ୍ଲା ସ୍ତରୀୟ ସମ୍ମିଳନୀ ଆୟୋଜନ କରୁଛି। ନେତୃତ୍ୱ ପରିବର୍ତ୍ତନକୁ ନେଇ ଦଳ ଭିତରେ ଆଲୋଚନା ଚାଲିଛି ବୋଲି ସୂତ୍ରରୁ ଜଣାପଡ଼ିଛି। xyxy=(269,1412,447,1477)
event-item: ● ଶିଳ୍ପାଞ୍ଚଳ ପରିବେଶ ସୁରକ୍ଷା ବୈଠକ, ସ୍ଥାନ: ଇସ୍ପାତ ଭବନ, ସମୟ: ପୂର୍ବାହ୍ନ ୧୧ଟା। xyxy=(652,582,827,608)
event-item: ● ଓଡ଼ିଶା ଭାଷା ସୁରକ୍ଷା ଦିବସ ପାଳନ, ସ୍ଥାନ: କଲେଜ ପ୍ରାଙ୍ଗଣ, ସମୟ: ଅପରାହ୍ନ ୪ଟା। xyxy=(652,318,827,358)
sign-badge xyxy=(1033,261,1121,341)
event-list xyxy=(652,479,827,550)
page-mark: 08 xyxy=(1464,2288,1473,2297)
event-item: ● ସ୍କୁଲ ପଡ଼ିଆରେ ବାର୍ଷିକ କ୍ରୀଡ଼ା ଉତ୍ସବ, ସ୍ଥାନ: ଉଚ୍ଚ ବିଦ୍ୟାଳୟ, ସମୟ: ସକାଳ ୯ଟା। xyxy=(462,530,637,556)
logo-years-label: Years xyxy=(51,52,69,60)
sign-badge xyxy=(1033,898,1121,978)
